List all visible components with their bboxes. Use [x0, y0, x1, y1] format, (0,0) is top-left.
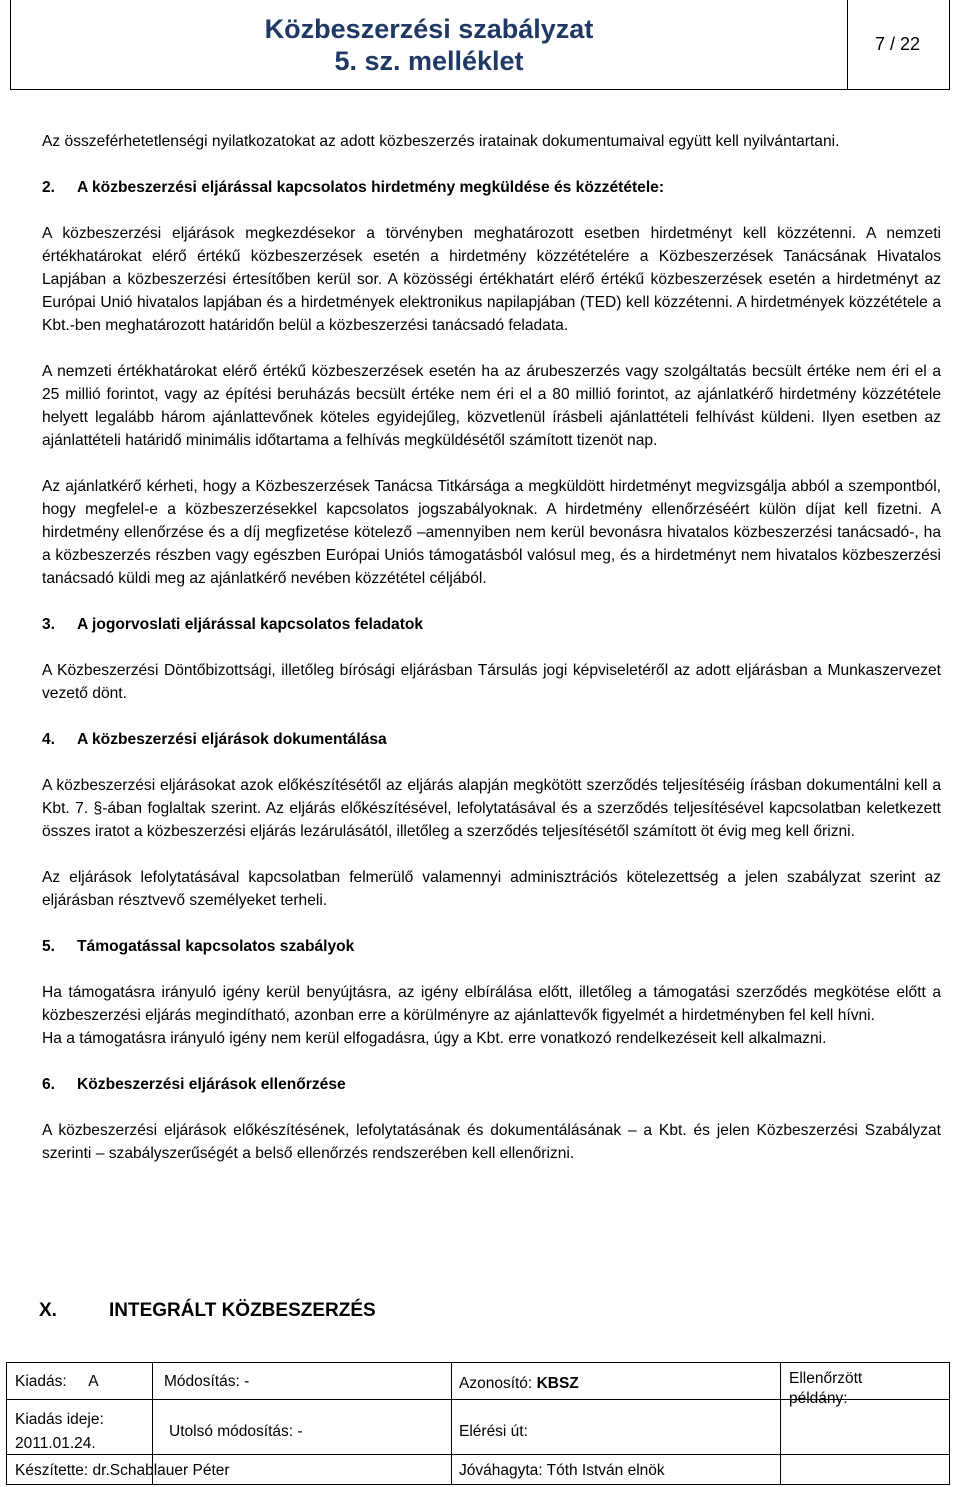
footer-divider: [451, 1363, 452, 1484]
kiadas-label: Kiadás:: [15, 1373, 67, 1390]
section-heading-2: [42, 176, 941, 199]
footer-jovahagyta: Jóváhagyta: Tóth István elnök: [459, 1462, 665, 1479]
footer-kiadas-ideje: [15, 1408, 104, 1456]
section-heading-5: [42, 935, 941, 958]
paragraph: Ha támogatásra irányuló igény kerül benyújtásra, az igény elbírálása előtt, illetőleg a támogatási szerződés megkötése előtt a közbeszerzési eljárás megindítható, azonban erre a körülményre az ajánlattevők figyelmét a hirdetményben fel kell hívni.: [42, 984, 941, 1024]
azonosito-label: Azonosító:: [459, 1375, 533, 1392]
footer-eleresi-ut: Elérési út:: [459, 1423, 528, 1440]
footer-keszitette: Készítette: dr.Schablauer Péter: [15, 1462, 230, 1479]
azonosito-value: KBSZ: [536, 1375, 579, 1392]
section-number: 6.: [42, 1076, 56, 1093]
kiadas-ideje-value: 2011.01.24.: [15, 1435, 96, 1452]
section-heading-3: [42, 613, 941, 636]
paragraph: Az eljárások lefolytatásával kapcsolatban felmerülő valamennyi adminisztrációs kötelezettség a jelen szabályzat szerint az eljárásban résztvevő személyeket terheli.: [42, 869, 941, 909]
section-number: 5.: [42, 938, 56, 955]
section-heading-4: [42, 728, 941, 751]
footer-utolso-modositas: Utolsó módosítás: -: [169, 1423, 303, 1440]
paragraph: Ha a támogatásra irányuló igény nem kerül elfogadásra, úgy a Kbt. erre vonatkozó rendelkezéseit kell alkalmazni.: [42, 1030, 827, 1047]
document-subtitle: 5. sz. melléklet: [334, 45, 524, 76]
chapter-heading: [39, 1300, 376, 1322]
footer-azonosito: [459, 1375, 579, 1393]
section-title: A közbeszerzési eljárások dokumentálása: [77, 731, 387, 748]
page-header: [10, 0, 950, 90]
header-title-box: [11, 0, 848, 89]
footer-divider: [7, 1454, 949, 1455]
footer-ellenorzott: Ellenőrzött példány:: [789, 1370, 863, 1407]
section-title: Támogatással kapcsolatos szabályok: [77, 938, 355, 955]
kiadas-value: A: [88, 1373, 99, 1390]
paragraph-intro: Az összeférhetetlenségi nyilatkozatokat az adott közbeszerzés iratainak dokumentumaival együtt kell nyilvántartani.: [42, 133, 840, 150]
section-number: 3.: [42, 616, 56, 633]
section-title: Közbeszerzési eljárások ellenőrzése: [77, 1076, 346, 1093]
page-footer: [6, 1362, 950, 1485]
paragraph: A közbeszerzési eljárásokat azok előkészítésétől az eljárás alapján megkötött szerződés teljesítéséig írásban dokumentálni kell a Kbt. 7. §-ában foglaltak szerint. Az eljárás előkészítésével, lefolytatásával és a szerződés teljesítésével kapcsolatban keletkezett összes iratot a közbeszerzési eljárás lezárulásától, illetőleg a szerződés teljesítésétől számított öt évig meg kell őrizni.: [42, 777, 941, 840]
section-heading-6: [42, 1073, 941, 1096]
paragraph: A nemzeti értékhatárokat elérő értékű közbeszerzések esetén ha az árubeszerzés vagy szolgáltatás becsült értéke nem éri el a 25 millió forintot, vagy az építési beruházás becsült értéke nem éri el a 80 millió forintot, az ajánlatkérő hirdetmény közzététele helyett legalább három ajánlattevőnek köteles egyidejűleg, közvetlenül írásbeli ajánlattételi felhívást küldeni. Ilyen esetben az ajánlattételi határidő minimális időtartama a felhívás megküldésétől számított tizenöt nap.: [42, 363, 941, 449]
document-title: Közbeszerzési szabályzat: [264, 13, 594, 44]
section-number: 4.: [42, 731, 56, 748]
paragraph: Az ajánlatkérő kérheti, hogy a Közbeszerzések Tanácsa Titkársága a megküldött hirdetményt megvizsgálja abból a szempontból, hogy megfelel-e a közbeszerzésekkel kapcsolatos jogszabályoknak. A hirdetmény ellenőrzéséért külön díjat kell fizetni. A hirdetmény ellenőrzése és a díj megfizetése kötelező –amennyiben nem kerül bevonásra hivatalos közbeszerzési tanácsadó-, ha a közbeszerzés részben vagy egészben Európai Uniós támogatásból valósul meg, és a hirdetményt nem hivatalos közbeszerzési tanácsadó küldi meg az ajánlatkérő nevében közzététel céljából.: [42, 478, 941, 587]
footer-kiadas: [15, 1373, 99, 1391]
footer-divider: [780, 1363, 781, 1484]
section-number: 2.: [42, 179, 56, 196]
section-title: A közbeszerzési eljárással kapcsolatos hirdetmény megküldése és közzététele:: [77, 179, 665, 196]
document-body: [42, 130, 941, 1188]
section-title: A jogorvoslati eljárással kapcsolatos feladatok: [77, 616, 424, 633]
page-number: 7 / 22: [874, 34, 921, 54]
kiadas-ideje-label: Kiadás ideje:: [15, 1411, 104, 1428]
chapter-title: INTEGRÁLT KÖZBESZERZÉS: [109, 1300, 376, 1321]
paragraph: A közbeszerzési eljárások megkezdésekor a törvényben meghatározott esetben hirdetményt kell közzétenni. A nemzeti értékhatárokat elérő értékű közbeszerzések esetén a hirdetmény közzétételére a Közbeszerzések Tanácsának Hivatalos Lapjában a közbeszerzési értesítőben kerül sor. A közösségi értékhatárt elérő értékű közbeszerzések esetén a hirdetményt az Európai Unió hivatalos lapjában és a hirdetmények elektronikus napilapjában (TED) kell közzétenni. A hirdetmények közzététele a Kbt.-ben meghatározott határidőn belül a közbeszerzési tanácsadó feladata.: [42, 225, 941, 334]
paragraph: A Közbeszerzési Döntőbizottsági, illetőleg bírósági eljárásban Társulás jogi képviseletéről az adott eljárásban a Munkaszervezet vezető dönt.: [42, 662, 941, 702]
paragraph: A közbeszerzési eljárások előkészítésének, lefolytatásának és dokumentálásának – a Kbt. és jelen Közbeszerzési Szabályzat szerinti – szabályszerűségét a belső ellenőrzés rendszerében kell ellenőrizni.: [42, 1122, 941, 1162]
footer-modositas: Módosítás: -: [164, 1373, 250, 1390]
chapter-number: X.: [39, 1300, 57, 1321]
